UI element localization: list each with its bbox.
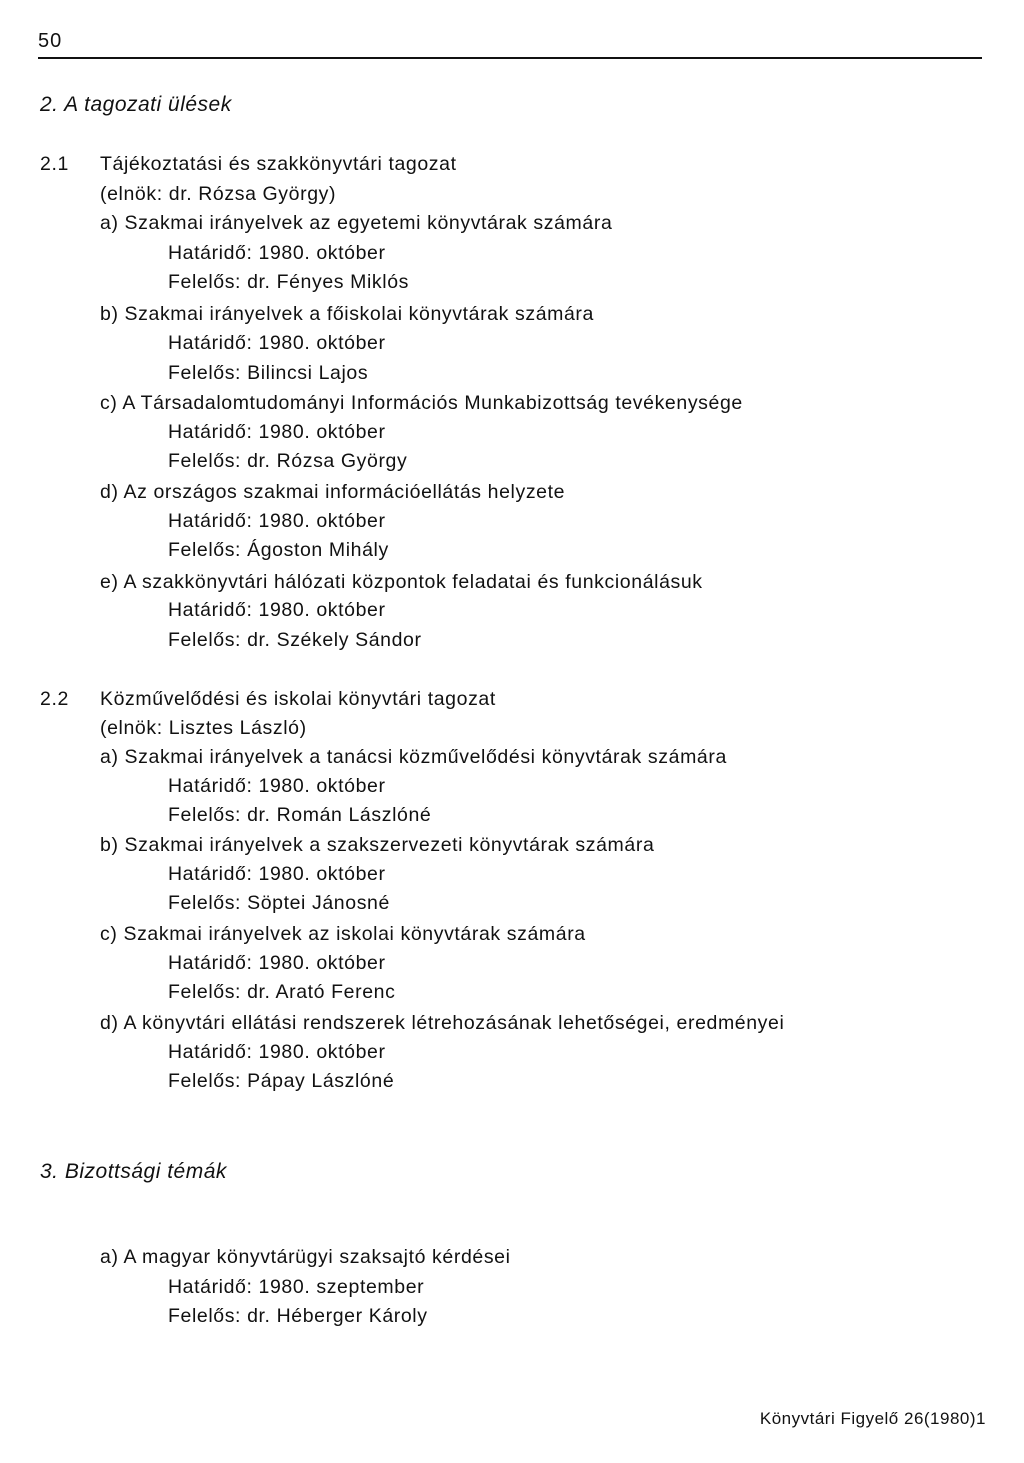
agenda-item-deadline: Határidő: 1980. október — [168, 863, 386, 885]
agenda-item-responsible: Felelős: Pápay Lászlóné — [168, 1070, 395, 1092]
agenda-item-deadline: Határidő: 1980. október — [168, 1041, 386, 1063]
agenda-item-deadline: Határidő: 1980. október — [168, 599, 386, 621]
agenda-item-responsible: Felelős: Söptei Jánosné — [168, 892, 390, 914]
agenda-item-responsible: Felelős: dr. Székely Sándor — [168, 629, 422, 651]
agenda-item-responsible: Felelős: dr. Arató Ferenc — [168, 981, 396, 1003]
agenda-item-deadline: Határidő: 1980. október — [168, 952, 386, 974]
agenda-item-responsible: Felelős: dr. Héberger Károly — [168, 1305, 428, 1327]
subsection-title-2-1: Tájékoztatási és szakkönyvtári tagozat — [100, 153, 457, 175]
header-rule — [38, 57, 982, 59]
agenda-item-deadline: Határidő: 1980. október — [168, 775, 386, 797]
agenda-item-label: a) Szakmai irányelvek az egyetemi könyvtárak számára — [100, 212, 613, 234]
agenda-item-label: c) Szakmai irányelvek az iskolai könyvtárak számára — [100, 923, 586, 945]
agenda-item-responsible: Felelős: Bilincsi Lajos — [168, 362, 369, 384]
subsection-title-2-2: Közművelődési és iskolai könyvtári tagozat — [100, 688, 496, 710]
agenda-item-label: a) Szakmai irányelvek a tanácsi közművelődési könyvtárak számára — [100, 746, 727, 768]
agenda-item-responsible: Felelős: dr. Rózsa György — [168, 450, 408, 472]
page-number: 50 — [38, 30, 63, 52]
agenda-item-label: a) A magyar könyvtárügyi szaksajtó kérdései — [100, 1246, 511, 1268]
agenda-item-label: c) A Társadalomtudományi Információs Munkabizottság tevékenysége — [100, 392, 743, 414]
subsection-chair-2-2: (elnök: Lisztes László) — [100, 717, 307, 739]
agenda-item-responsible: Felelős: Ágoston Mihály — [168, 539, 389, 561]
agenda-item-deadline: Határidő: 1980. szeptember — [168, 1276, 425, 1298]
subsection-number-2-1: 2.1 — [40, 153, 69, 175]
footer-citation: Könyvtári Figyelő 26(1980)1 — [759, 1409, 986, 1428]
agenda-item-deadline: Határidő: 1980. október — [168, 510, 386, 532]
subsection-chair-2-1: (elnök: dr. Rózsa György) — [100, 183, 337, 205]
agenda-item-deadline: Határidő: 1980. október — [168, 332, 386, 354]
agenda-item-label: e) A szakkönyvtári hálózati központok feladatai és funkcionálásuk — [100, 571, 703, 593]
agenda-item-label: b) Szakmai irányelvek a főiskolai könyvtárak számára — [100, 303, 594, 325]
agenda-item-deadline: Határidő: 1980. október — [168, 421, 386, 443]
agenda-item-responsible: Felelős: dr. Román Lászlóné — [168, 804, 432, 826]
section-heading-2: 2. A tagozati ülések — [40, 93, 232, 116]
section-heading-3: 3. Bizottsági témák — [40, 1160, 227, 1183]
agenda-item-label: b) Szakmai irányelvek a szakszervezeti könyvtárak számára — [100, 834, 655, 856]
agenda-item-label: d) Az országos szakmai információellátás helyzete — [100, 481, 566, 503]
agenda-item-responsible: Felelős: dr. Fényes Miklós — [168, 271, 410, 293]
agenda-item-label: d) A könyvtári ellátási rendszerek létrehozásának lehetőségei, eredményei — [100, 1012, 785, 1034]
agenda-item-deadline: Határidő: 1980. október — [168, 242, 386, 264]
subsection-number-2-2: 2.2 — [40, 688, 69, 710]
